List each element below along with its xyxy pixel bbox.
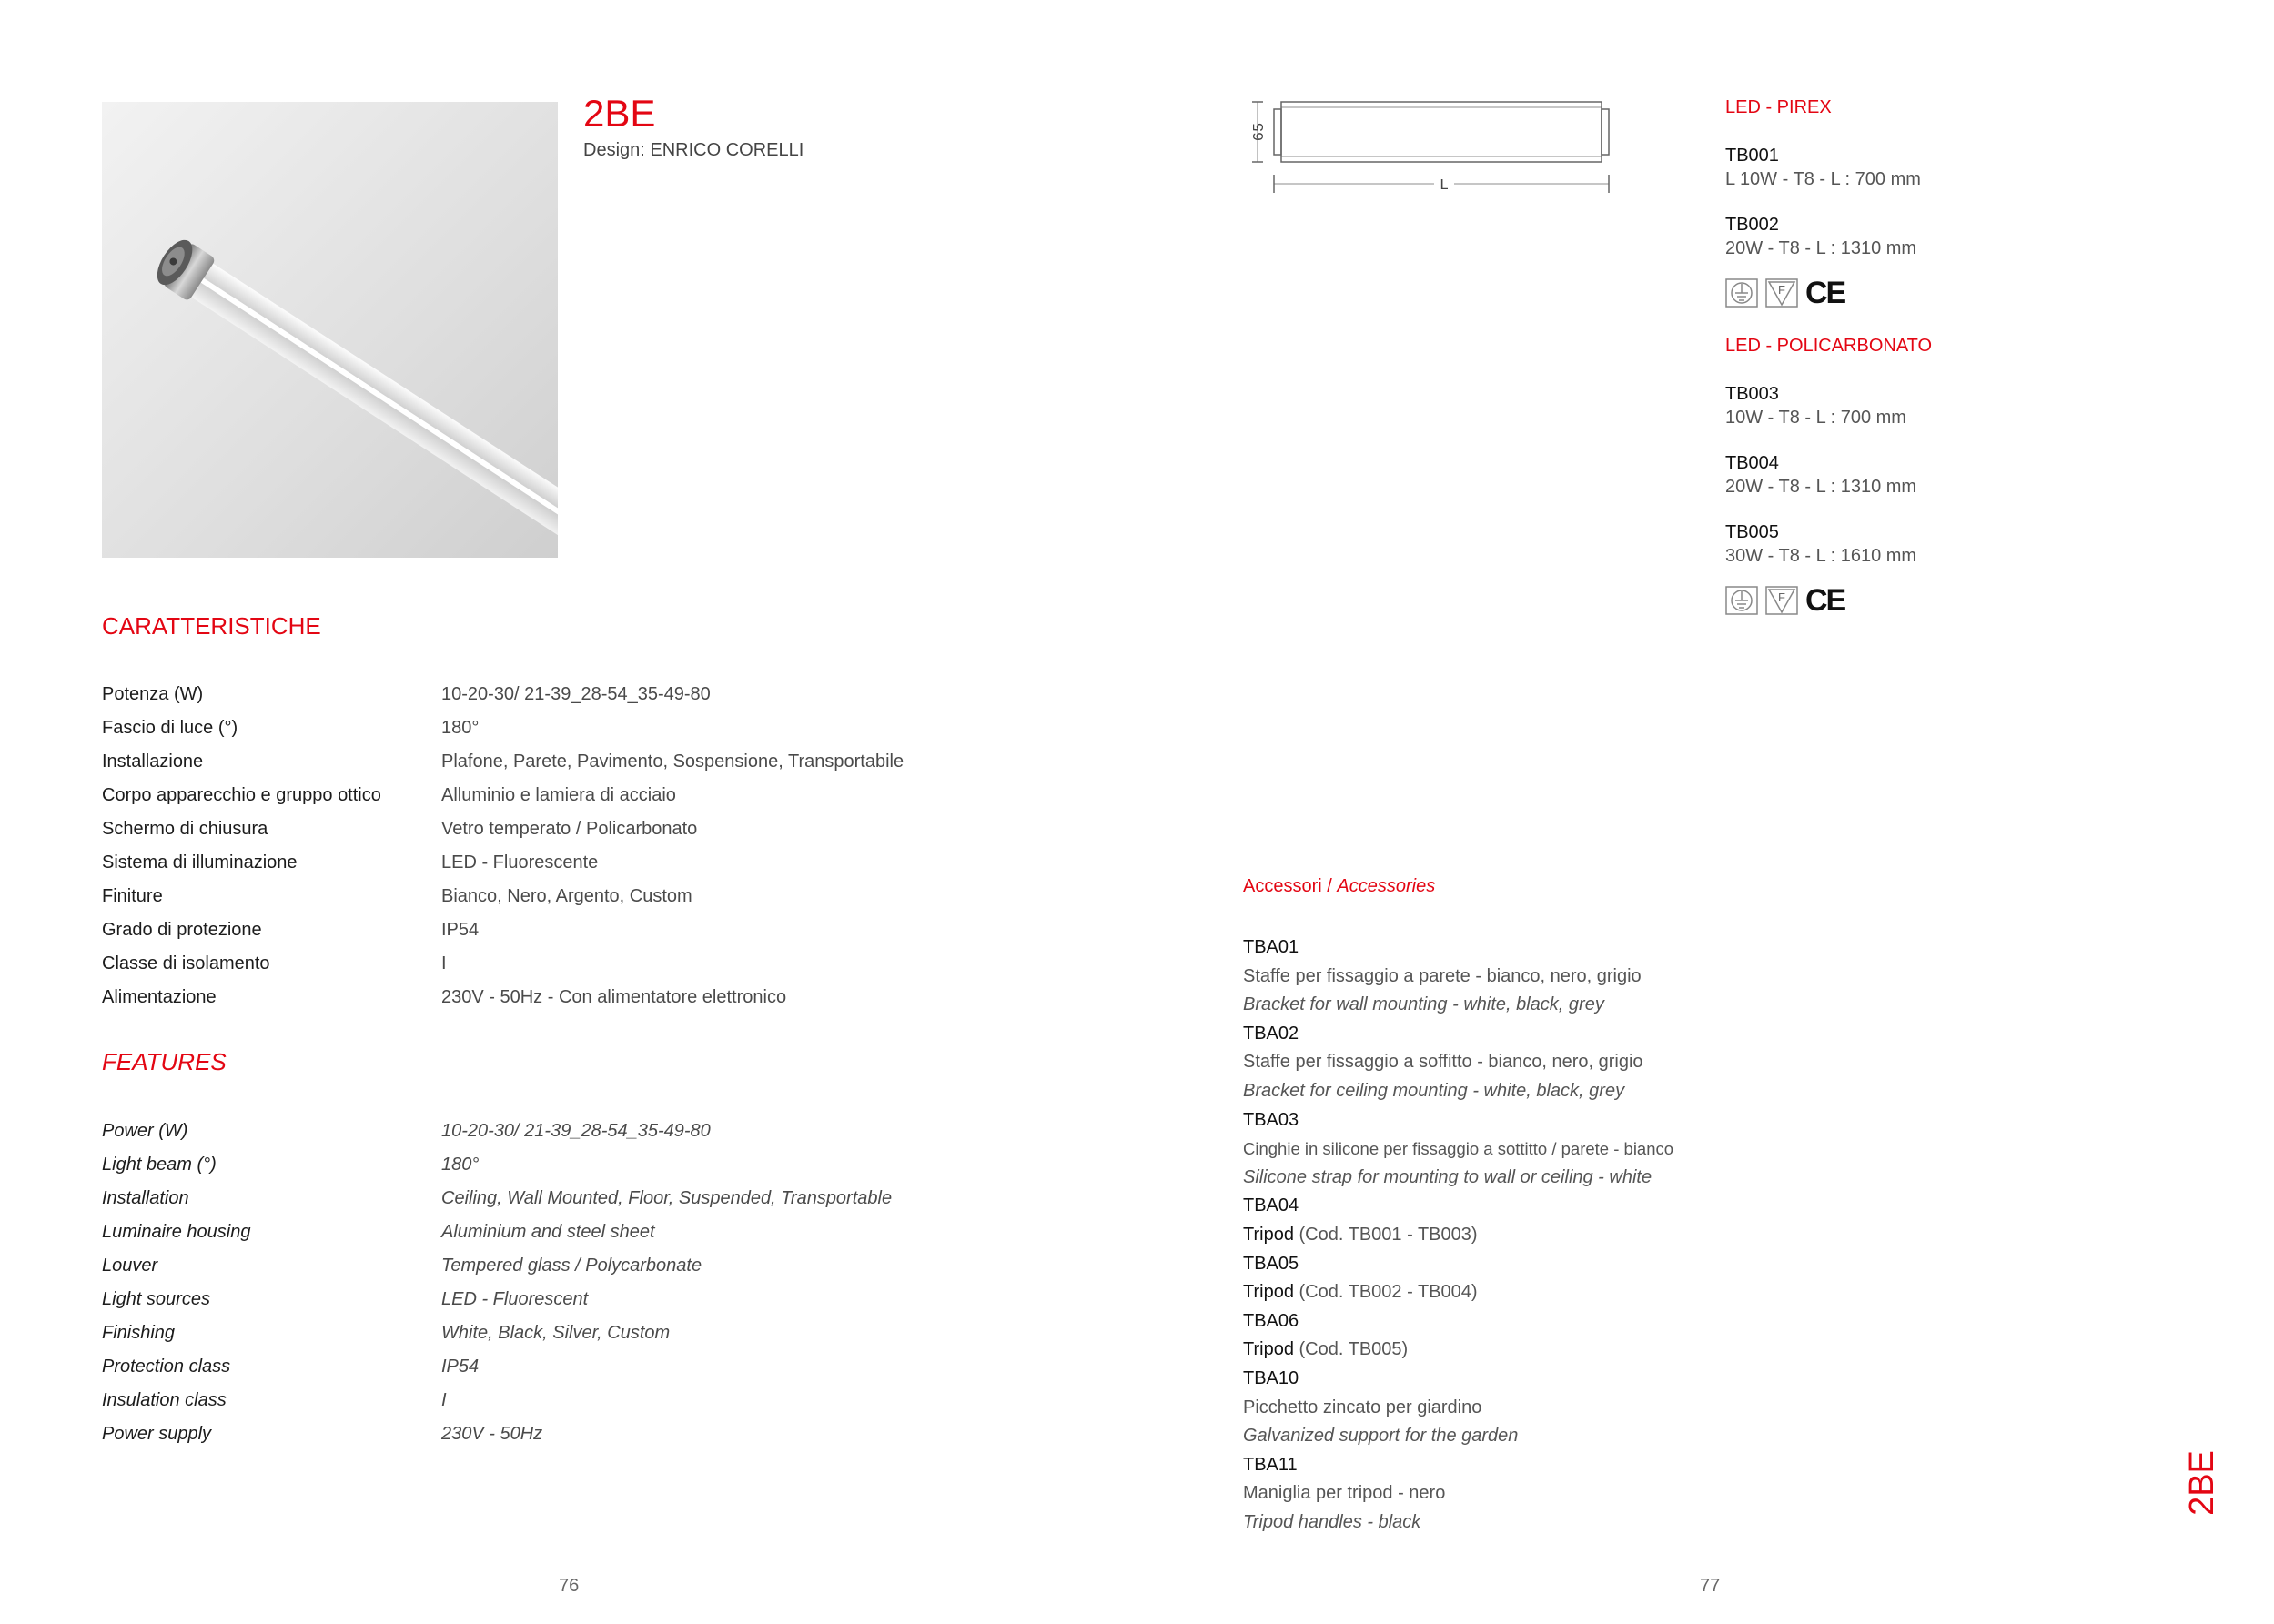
technical-drawing: [1239, 95, 1649, 204]
ground-symbol-icon: [1725, 278, 1758, 308]
side-tab-label: [2158, 1437, 2249, 1528]
accessory-name: Tripod: [1243, 1224, 1294, 1245]
accessories-list: [1243, 933, 1673, 1537]
accessory-desc-it: Picchetto zincato per giardino: [1243, 1397, 1482, 1417]
spec-value: 180°: [441, 718, 480, 738]
feature-value: Tempered glass / Polycarbonate: [441, 1256, 702, 1276]
accessory-compat: (Cod. TB001 - TB003): [1293, 1224, 1478, 1245]
spec-value: IP54: [441, 920, 480, 940]
accessory-code: TBA05: [1243, 1253, 1299, 1274]
accessory-desc-en: Bracket for ceiling mounting - white, black, grey: [1243, 1080, 1625, 1101]
f-mark-icon: [1765, 278, 1798, 308]
spec-value: LED - Fluorescente: [441, 852, 599, 873]
drawing-length-label: L: [1439, 177, 1450, 195]
feature-value: 180°: [441, 1155, 480, 1175]
accessory-compat: (Cod. TB005): [1293, 1339, 1409, 1360]
accessory-desc-en: Bracket for wall mounting - white, black, grey: [1243, 994, 1604, 1015]
variant-desc: 20W - T8 - L : 1310 mm: [1725, 238, 1917, 258]
accessory-desc-it: Staffe per fissaggio a soffitto - bianco, nero, grigio: [1243, 1052, 1643, 1073]
spec-value: 230V - 50Hz - Con alimentatore elettronico: [441, 987, 787, 1007]
spec-value: Alluminio e lamiera di acciaio: [441, 785, 676, 805]
specs-heading: CARATTERISTICHE: [102, 612, 321, 640]
spec-label: Finiture: [102, 886, 163, 906]
ce-mark-icon: CE: [1805, 276, 1845, 310]
feature-label: Protection class: [102, 1357, 231, 1377]
product-title: 2BE: [583, 92, 656, 135]
variant-code: TB005: [1725, 522, 1779, 542]
variant-item: [1725, 213, 1916, 260]
variant-code: TB002: [1725, 215, 1779, 235]
accessory-code: TBA03: [1243, 1109, 1299, 1130]
feature-value: 10-20-30/ 21-39_28-54_35-49-80: [441, 1121, 711, 1141]
accessory-code: TBA04: [1243, 1195, 1299, 1216]
accessories-title-en: Accessories: [1337, 876, 1436, 896]
feature-label: Power (W): [102, 1121, 188, 1141]
variant-desc: 20W - T8 - L : 1310 mm: [1725, 477, 1917, 497]
feature-label: Finishing: [102, 1323, 176, 1343]
variant-item: [1725, 520, 1916, 568]
designer-credit: Design: ENRICO CORELLI: [583, 140, 804, 160]
accessory-code: TBA11: [1243, 1454, 1298, 1475]
variant-heading-pirex: LED - PIREX: [1725, 97, 1832, 117]
feature-value: White, Black, Silver, Custom: [441, 1323, 671, 1343]
feature-value: IP54: [441, 1357, 480, 1377]
accessories-title-it: Accessori /: [1243, 876, 1332, 896]
accessory-code: TBA10: [1243, 1367, 1299, 1388]
ground-symbol-icon: [1725, 586, 1758, 615]
feature-label: Power supply: [102, 1424, 212, 1444]
variant-item: [1725, 382, 1906, 429]
variant-item: [1725, 451, 1916, 499]
drawing-height-label: 65: [1251, 122, 1268, 142]
feature-label: Light beam (°): [102, 1155, 217, 1175]
spec-label: Schermo di chiusura: [102, 819, 268, 839]
f-mark-label: F: [1778, 590, 1785, 604]
spec-label: Grado di protezione: [102, 920, 262, 940]
accessories-heading: [1243, 876, 1435, 897]
certification-icons: [1725, 583, 1845, 618]
variant-desc: 30W - T8 - L : 1610 mm: [1725, 546, 1917, 566]
variant-heading-policarbonato: LED - POLICARBONATO: [1725, 336, 1933, 356]
f-mark-label: F: [1778, 283, 1785, 297]
accessory-desc-en: Silicone strap for mounting to wall or ceiling - white: [1243, 1166, 1652, 1187]
spec-value: Vetro temperato / Policarbonato: [441, 819, 698, 839]
spec-label: Classe di isolamento: [102, 953, 270, 973]
accessory-name: Tripod: [1243, 1282, 1294, 1303]
spec-label: Sistema di illuminazione: [102, 852, 298, 873]
feature-value: LED - Fluorescent: [441, 1289, 589, 1309]
spec-value: I: [441, 953, 447, 973]
feature-value: I: [441, 1390, 447, 1410]
variant-desc: L 10W - T8 - L : 700 mm: [1725, 169, 1921, 189]
spec-label: Potenza (W): [102, 684, 204, 704]
accessory-desc-it: Staffe per fissaggio a parete - bianco, nero, grigio: [1243, 965, 1642, 986]
product-photo: [102, 102, 558, 558]
feature-label: Installation: [102, 1188, 189, 1208]
variant-code: TB001: [1725, 146, 1779, 166]
feature-value: Ceiling, Wall Mounted, Floor, Suspended, Transportable: [441, 1188, 893, 1208]
ce-mark-icon: CE: [1805, 583, 1845, 618]
accessory-desc-en: Galvanized support for the garden: [1243, 1426, 1519, 1447]
f-mark-icon: [1765, 586, 1798, 615]
certification-icons: [1725, 278, 1844, 308]
feature-label: Louver: [102, 1256, 158, 1276]
accessory-desc: [1243, 1336, 1673, 1365]
accessory-code: TBA01: [1243, 937, 1299, 957]
accessory-desc-it: Maniglia per tripod - nero: [1243, 1483, 1446, 1504]
accessory-code: TBA06: [1243, 1310, 1299, 1331]
feature-label: Light sources: [102, 1289, 210, 1309]
spec-label: Fascio di luce (°): [102, 718, 238, 738]
spec-value: Plafone, Parete, Pavimento, Sospensione, Transportabile: [441, 751, 905, 772]
feature-label: Insulation class: [102, 1390, 227, 1410]
variant-item: [1725, 144, 1921, 191]
side-tab-text: 2BE: [2183, 1450, 2222, 1516]
spec-value: Bianco, Nero, Argento, Custom: [441, 886, 692, 906]
variant-code: TB004: [1725, 453, 1779, 473]
feature-value: Aluminium and steel sheet: [441, 1222, 655, 1242]
accessory-code: TBA02: [1243, 1023, 1299, 1044]
variant-desc: 10W - T8 - L : 700 mm: [1725, 408, 1906, 428]
accessory-desc-it: Cinghie in silicone per fissaggio a sottitto / parete - bianco: [1243, 1139, 1674, 1159]
accessory-desc: [1243, 1278, 1673, 1307]
accessory-name: Tripod: [1243, 1339, 1294, 1360]
accessory-compat: (Cod. TB002 - TB004): [1293, 1282, 1478, 1303]
page-number-left: 76: [559, 1576, 580, 1596]
spec-value: 10-20-30/ 21-39_28-54_35-49-80: [441, 684, 711, 704]
spec-label: Alimentazione: [102, 987, 217, 1007]
features-heading: FEATURES: [102, 1048, 227, 1075]
feature-label: Luminaire housing: [102, 1222, 251, 1242]
page-number-right: 77: [1700, 1576, 1721, 1596]
accessory-desc: [1243, 1221, 1673, 1250]
spec-label: Installazione: [102, 751, 204, 772]
feature-value: 230V - 50Hz: [441, 1424, 543, 1444]
variant-code: TB003: [1725, 384, 1779, 404]
spec-label: Corpo apparecchio e gruppo ottico: [102, 785, 381, 805]
accessory-desc-en: Tripod handles - black: [1243, 1511, 1421, 1532]
